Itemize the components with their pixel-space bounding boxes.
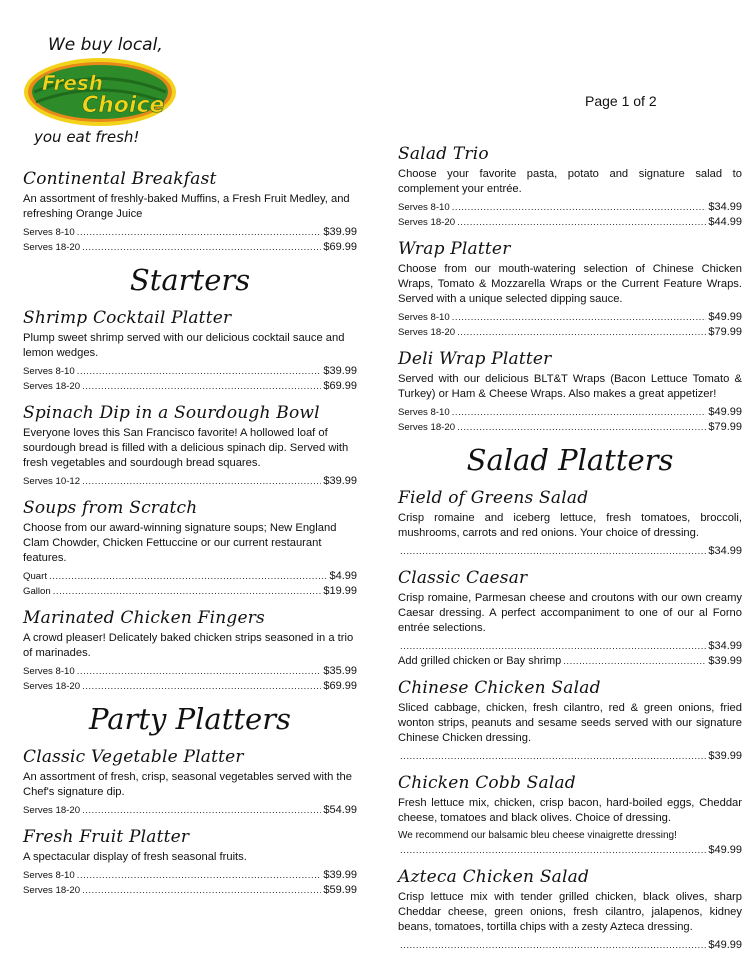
price-row — [23, 379, 357, 394]
menu-item-note: We recommend our balsamic bleu cheese vinaigrette dressing! — [398, 830, 677, 841]
price-row — [23, 883, 357, 898]
menu-item-title: Continental Breakfast — [23, 169, 217, 189]
dot-leader — [82, 379, 321, 394]
dot-leader — [457, 325, 706, 340]
dot-leader — [400, 639, 706, 654]
logo-graphic — [20, 30, 180, 150]
serving-size: Serves 8-10 — [23, 870, 75, 881]
dot-leader — [452, 405, 707, 420]
fresh-choice-logo — [20, 30, 180, 150]
menu-item-description: Choose your favorite pasta, potato and signature salad to complement your entrée. — [398, 168, 742, 195]
price-row — [23, 225, 357, 240]
price-row — [23, 240, 357, 255]
serving-size: Serves 8-10 — [23, 227, 75, 238]
price: $39.99 — [323, 869, 357, 881]
menu-item-soups-from-scratch — [23, 497, 357, 599]
menu-item-continental-breakfast — [23, 168, 357, 255]
menu-item-chicken-cobb-salad — [398, 772, 742, 858]
menu-item-description: Choose from our award-winning signature soups; New England Clam Chowder, Chicken Fettuccine or our current restaurant features. — [23, 522, 337, 564]
serving-size: Serves 8-10 — [398, 202, 450, 213]
dot-leader — [452, 310, 707, 325]
price-row — [23, 584, 357, 599]
price: $34.99 — [708, 545, 742, 557]
price-row — [23, 803, 357, 818]
price-row — [398, 420, 742, 435]
menu-item-classic-caesar — [398, 567, 742, 669]
menu-item-title: Classic Caesar — [398, 568, 528, 588]
price-row — [398, 310, 742, 325]
menu-item-description: Crisp lettuce mix with tender grilled chicken, black olives, sharp Cheddar cheese, green onions, fresh cilantro, jalapenos, kidney beans, tomatoes, tortilla chips with a zesty Azteca dressing. — [398, 891, 742, 933]
price: $39.99 — [323, 226, 357, 238]
serving-size: Serves 18-20 — [23, 885, 81, 896]
menu-item-shrimp-cocktail-platter — [23, 307, 357, 394]
dot-leader — [53, 584, 322, 599]
price: $49.99 — [708, 406, 742, 418]
price: $35.99 — [323, 665, 357, 677]
dot-leader — [457, 420, 706, 435]
menu-item-description: Served with our delicious BLT&T Wraps (Bacon Lettuce Tomato & Turkey) or Ham & Cheese Wraps. Also makes a great appetizer! — [398, 373, 742, 400]
menu-item-title: Fresh Fruit Platter — [23, 827, 190, 847]
price-row — [23, 569, 357, 584]
dot-leader — [82, 240, 321, 255]
price-row — [23, 664, 357, 679]
price-row — [398, 215, 742, 230]
section-heading-starters: Starters — [129, 263, 251, 297]
dot-leader — [82, 679, 321, 694]
menu-item-spinach-dip-in-a-sourdough-bowl — [23, 402, 357, 489]
price-row — [398, 749, 742, 764]
price: $39.99 — [323, 475, 357, 487]
serving-size: Serves 18-20 — [23, 681, 81, 692]
menu-item-title: Field of Greens Salad — [398, 488, 589, 508]
menu-item-description: A spectacular display of fresh seasonal fruits. — [23, 851, 247, 863]
serving-size: Serves 8-10 — [398, 407, 450, 418]
menu-item-title: Marinated Chicken Fingers — [23, 608, 265, 628]
serving-size: Quart — [23, 571, 47, 582]
menu-item-chinese-chicken-salad — [398, 677, 742, 764]
menu-item-description: Crisp romaine and iceberg lettuce, fresh tomatoes, broccoli, mushrooms, carrots and red onions. Your choice of dressing. — [398, 512, 742, 539]
serving-size: Serves 8-10 — [23, 366, 75, 377]
price: $44.99 — [708, 216, 742, 228]
dot-leader — [77, 868, 322, 883]
menu-item-wrap-platter — [398, 238, 742, 340]
section-heading-party-platters: Party Platters — [89, 702, 291, 736]
price: $39.99 — [708, 655, 742, 667]
price: $49.99 — [708, 844, 742, 856]
price: $39.99 — [708, 750, 742, 762]
price: $69.99 — [323, 241, 357, 253]
menu-item-title: Salad Trio — [398, 144, 489, 164]
logo-top-text: We buy local, — [48, 35, 163, 55]
price: $79.99 — [708, 326, 742, 338]
menu-item-description: An assortment of fresh, crisp, seasonal vegetables served with the Chef's signature dip. — [23, 771, 352, 798]
price-row — [398, 938, 742, 953]
price: $69.99 — [323, 380, 357, 392]
menu-item-deli-wrap-platter — [398, 348, 742, 435]
serving-size: Serves 18-20 — [23, 381, 81, 392]
dot-leader — [77, 225, 322, 240]
price-row — [23, 474, 357, 489]
price-row — [23, 868, 357, 883]
menu-item-description: Choose from our mouth-watering selection of Chinese Chicken Wraps, Tomato & Mozzarella Wraps or the Current Feature Wraps. Served with a unique selected dipping sauce. — [398, 263, 742, 305]
price-row — [23, 364, 357, 379]
price-row — [398, 639, 742, 654]
price-row — [398, 200, 742, 215]
serving-size: Serves 18-20 — [398, 422, 456, 433]
right-menu-column — [398, 143, 742, 961]
menu-item-title: Soups from Scratch — [23, 498, 198, 518]
dot-leader — [400, 843, 706, 858]
dot-leader — [400, 544, 706, 559]
dot-leader — [452, 200, 707, 215]
serving-size: Serves 18-20 — [398, 327, 456, 338]
serving-size: Serves 18-20 — [23, 805, 81, 816]
price: $39.99 — [323, 365, 357, 377]
logo-brand-line2: Choice — [82, 93, 165, 118]
price: $34.99 — [708, 640, 742, 652]
dot-leader — [400, 938, 706, 953]
menu-item-fresh-fruit-platter — [23, 826, 357, 898]
menu-item-description: A crowd pleaser! Delicately baked chicken strips seasoned in a trio of marinades. — [23, 632, 354, 659]
price: $34.99 — [708, 201, 742, 213]
serving-size: Serves 18-20 — [398, 217, 456, 228]
price-row — [398, 325, 742, 340]
serving-size: Add grilled chicken or Bay shrimp — [398, 655, 562, 667]
dot-leader — [77, 364, 322, 379]
serving-size: Serves 10-12 — [23, 476, 81, 487]
serving-size: Serves 8-10 — [23, 666, 75, 677]
menu-item-description: An assortment of freshly-baked Muffins, a Fresh Fruit Medley, and refreshing Orange Juice — [23, 193, 350, 220]
dot-leader — [400, 749, 706, 764]
price: $79.99 — [708, 421, 742, 433]
dot-leader — [49, 569, 327, 584]
serving-size: Gallon — [23, 586, 51, 597]
dot-leader — [457, 215, 706, 230]
dot-leader — [77, 664, 322, 679]
menu-item-title: Chinese Chicken Salad — [398, 678, 601, 698]
price-row — [398, 405, 742, 420]
section-heading-salad-platters: Salad Platters — [466, 443, 674, 477]
serving-size: Serves 18-20 — [23, 242, 81, 253]
price-row — [398, 544, 742, 559]
menu-item-description: Everyone loves this San Francisco favorite! A hollowed loaf of sourdough bread is filled with a delicious spinach dip. Served with fresh vegetables and sourdough bread squares. — [23, 427, 349, 469]
price-row — [23, 679, 357, 694]
price: $69.99 — [323, 680, 357, 692]
price: $4.99 — [329, 570, 357, 582]
menu-item-title: Chicken Cobb Salad — [398, 773, 576, 793]
dot-leader — [82, 474, 321, 489]
dot-leader — [563, 654, 706, 669]
dot-leader — [82, 883, 321, 898]
menu-item-field-of-greens-salad — [398, 487, 742, 559]
serving-size: Serves 8-10 — [398, 312, 450, 323]
menu-item-classic-vegetable-platter — [23, 746, 357, 818]
dot-leader — [82, 803, 321, 818]
logo-brand-line1: Fresh — [42, 71, 104, 95]
left-menu-column — [23, 168, 357, 906]
menu-item-description: Sliced cabbage, chicken, fresh cilantro, red & green onions, fried wonton strips, peanuts and sesame seeds served with our signature Chinese Chicken dressing. — [398, 702, 742, 744]
menu-item-marinated-chicken-fingers — [23, 607, 357, 694]
page-number: Page 1 of 2 — [585, 93, 657, 109]
menu-item-title: Deli Wrap Platter — [398, 349, 552, 369]
price-row — [398, 843, 742, 858]
price: $19.99 — [323, 585, 357, 597]
price: $59.99 — [323, 884, 357, 896]
menu-item-description: Crisp romaine, Parmesan cheese and croutons with our own creamy Caesar dressing. A perfect accompaniment to one of our al Forno entrée selections. — [398, 592, 742, 634]
price: $49.99 — [708, 311, 742, 323]
menu-item-title: Azteca Chicken Salad — [398, 867, 590, 887]
logo-bottom-text: you eat fresh! — [34, 128, 140, 146]
menu-item-description: Fresh lettuce mix, chicken, crisp bacon, hard-boiled eggs, Cheddar cheese, tomatoes and black olives. Choice of dressing. — [398, 797, 742, 824]
menu-item-salad-trio — [398, 143, 742, 230]
menu-item-azteca-chicken-salad — [398, 866, 742, 953]
price-row — [398, 654, 742, 669]
menu-item-title: Wrap Platter — [398, 239, 511, 259]
menu-item-title: Shrimp Cocktail Platter — [23, 308, 232, 328]
price: $49.99 — [708, 939, 742, 951]
price: $54.99 — [323, 804, 357, 816]
menu-item-title: Classic Vegetable Platter — [23, 747, 244, 767]
menu-item-description: Plump sweet shrimp served with our delicious cocktail sauce and lemon wedges. — [23, 332, 345, 359]
menu-item-title: Spinach Dip in a Sourdough Bowl — [23, 403, 320, 423]
